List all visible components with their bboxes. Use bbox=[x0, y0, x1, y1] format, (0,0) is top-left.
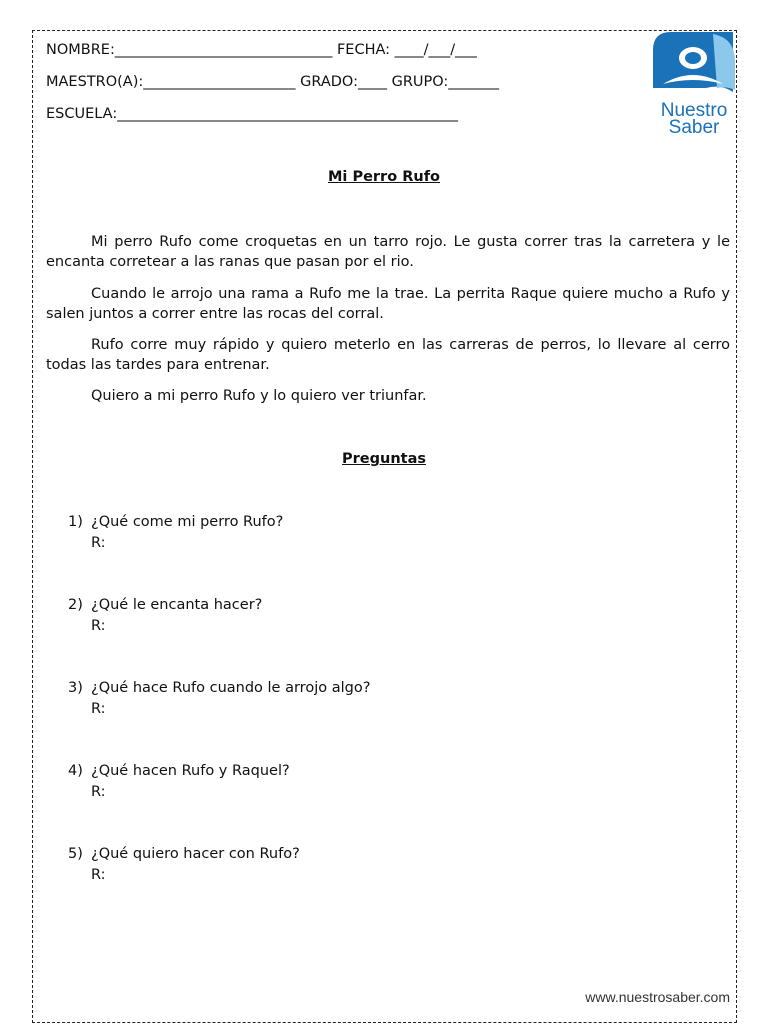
answer-label: R: bbox=[91, 618, 106, 634]
question-3 bbox=[68, 678, 370, 720]
question-number: 5) bbox=[68, 846, 83, 862]
answer-label: R: bbox=[91, 784, 106, 800]
logo-line2: Saber bbox=[668, 117, 720, 136]
story-paragraph-2: Cuando le arrojo una rama a Rufo me la trae. La perrita Raque quiere mucho a Rufo y salen juntos a correr entre las rocas del corral. bbox=[46, 286, 730, 322]
answer-label: R: bbox=[91, 535, 106, 551]
question-4 bbox=[68, 761, 290, 803]
question-text: ¿Qué hace Rufo cuando le arrojo algo? bbox=[91, 680, 371, 696]
story-paragraph-1: Mi perro Rufo come croquetas en un tarro rojo. Le gusta correr tras la carretera y le encanta corretear a las ranas que pasan por el rio. bbox=[46, 234, 730, 270]
question-number: 1) bbox=[68, 514, 83, 530]
question-text: ¿Qué le encanta hacer? bbox=[91, 597, 263, 613]
nuestro-saber-logo bbox=[651, 32, 737, 136]
question-5 bbox=[68, 844, 300, 886]
logo-line1: Nuestro bbox=[660, 100, 728, 121]
question-text: ¿Qué hacen Rufo y Raquel? bbox=[91, 763, 290, 779]
story-paragraph-3: Rufo corre muy rápido y quiero meterlo en las carreras de perros, lo llevare al cerro todas las tardes para entrenar. bbox=[46, 337, 730, 373]
footer-url: www.nuestrosaber.com bbox=[585, 989, 730, 1005]
question-text: ¿Qué quiero hacer con Rufo? bbox=[91, 846, 300, 862]
answer-label: R: bbox=[91, 701, 106, 717]
story-paragraph-4: Quiero a mi perro Rufo y lo quiero ver triunfar. bbox=[91, 388, 427, 404]
question-number: 3) bbox=[68, 680, 83, 696]
question-1 bbox=[68, 512, 283, 554]
person-in-square-logo-icon bbox=[651, 32, 737, 136]
questions-title: Preguntas bbox=[342, 451, 426, 467]
escuela-line: ESCUELA:_______________________________________________ bbox=[46, 106, 458, 122]
story-title: Mi Perro Rufo bbox=[328, 169, 440, 185]
nombre-fecha-line: NOMBRE:______________________________ FECHA: ____/___/___ bbox=[46, 42, 477, 58]
question-number: 4) bbox=[68, 763, 83, 779]
answer-label: R: bbox=[91, 867, 106, 883]
question-number: 2) bbox=[68, 597, 83, 613]
question-text: ¿Qué come mi perro Rufo? bbox=[91, 514, 284, 530]
question-2 bbox=[68, 595, 262, 637]
maestro-grado-grupo-line: MAESTRO(A):_____________________ GRADO:____ GRUPO:_______ bbox=[46, 74, 500, 90]
